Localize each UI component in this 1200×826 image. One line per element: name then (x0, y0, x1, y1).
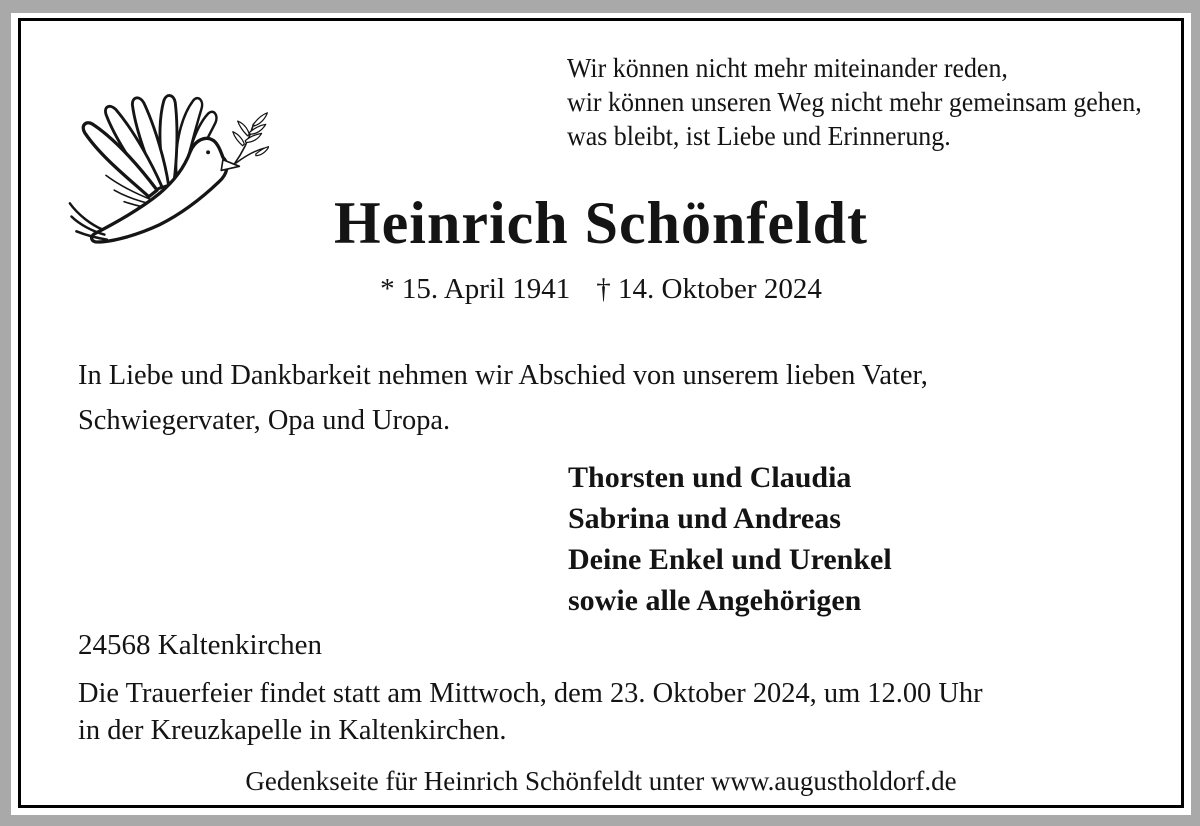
death-date: † 14. Oktober 2024 (596, 273, 822, 305)
mourners-list (568, 457, 892, 621)
mourner-line: sowie alle Angehörigen (568, 584, 862, 617)
verse-line: was bleibt, ist Liebe und Erinnerung. (567, 121, 951, 151)
obituary-card (11, 13, 1191, 815)
mourner-line: Sabrina und Andreas (568, 502, 841, 535)
farewell-line: In Liebe und Dankbarkeit nehmen wir Abschied von unserem lieben Vater, (78, 359, 928, 391)
verse-line: Wir können nicht mehr miteinander reden, (567, 53, 1008, 83)
service-line: Die Trauerfeier findet statt am Mittwoch, dem 23. Oktober 2024, um 12.00 Uhr (78, 677, 983, 709)
location: 24568 Kaltenkirchen (78, 629, 323, 661)
service-line: in der Kreuzkapelle in Kaltenkirchen. (78, 714, 507, 746)
life-dates (11, 273, 1191, 306)
farewell-line: Schwiegervater, Opa und Uropa. (78, 404, 451, 436)
birth-date: * 15. April 1941 (380, 273, 571, 305)
obituary-content (11, 13, 1191, 815)
mourner-line: Thorsten und Claudia (568, 461, 852, 494)
mourner-line: Deine Enkel und Urenkel (568, 543, 892, 576)
farewell-text (78, 353, 928, 443)
verse-line: wir können unseren Weg nicht mehr gemeinsam gehen, (567, 87, 1142, 117)
service-info (78, 675, 983, 749)
memorial-website-line: Gedenkseite für Heinrich Schönfeldt unter www.augustholdorf.de (245, 766, 957, 796)
memorial-verse (567, 51, 1142, 153)
deceased-name: Heinrich Schönfeldt (333, 190, 868, 256)
